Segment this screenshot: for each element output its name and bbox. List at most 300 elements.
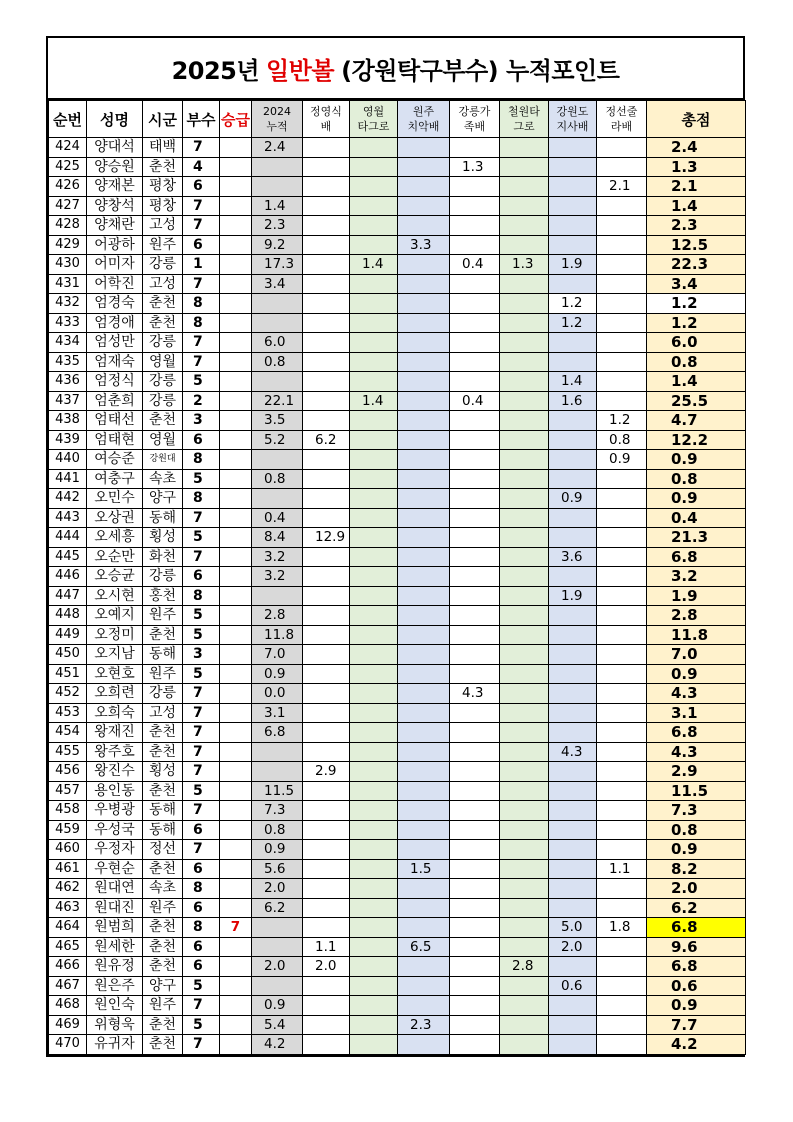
points-sheet: [46, 36, 745, 1057]
cell-no: 450: [49, 645, 87, 665]
cell-cw: 2.8: [500, 957, 549, 977]
table-row: [49, 684, 746, 704]
cell-yw: [350, 138, 398, 158]
cell-js: [597, 996, 647, 1016]
cell-region: 평창: [143, 196, 183, 216]
cell-gf: 0.4: [450, 391, 500, 411]
cell-cw: [500, 138, 549, 158]
cell-gw: [549, 684, 597, 704]
cell-yw: [350, 567, 398, 587]
cell-no: 436: [49, 372, 87, 392]
cell-promo: [220, 235, 252, 255]
cell-promo: [220, 820, 252, 840]
cell-name: 왕재진: [87, 723, 143, 743]
cell-promo: [220, 294, 252, 314]
cell-jy: [303, 216, 350, 236]
cell-c2024: 0.8: [252, 352, 303, 372]
cell-js: [597, 216, 647, 236]
cell-gw: [549, 411, 597, 431]
cell-cw: [500, 664, 549, 684]
cell-gf: [450, 177, 500, 197]
cell-promo: [220, 508, 252, 528]
cell-gw: [549, 801, 597, 821]
col-header-region: 시군: [143, 101, 183, 138]
cell-no: 426: [49, 177, 87, 197]
cell-name: 양대석: [87, 138, 143, 158]
cell-region: 고성: [143, 274, 183, 294]
sheet-title: [48, 38, 743, 100]
cell-no: 433: [49, 313, 87, 333]
table-row: [49, 333, 746, 353]
cell-gw: [549, 996, 597, 1016]
cell-name: 우성국: [87, 820, 143, 840]
cell-wj: [398, 742, 450, 762]
cell-js: [597, 840, 647, 860]
cell-gf: [450, 586, 500, 606]
cell-promo: [220, 157, 252, 177]
cell-js: [597, 489, 647, 509]
cell-total: 8.2: [647, 859, 746, 879]
cell-total: 0.8: [647, 352, 746, 372]
cell-cw: [500, 1035, 549, 1055]
cell-promo: [220, 430, 252, 450]
cell-name: 엄재숙: [87, 352, 143, 372]
cell-name: 엄태현: [87, 430, 143, 450]
table-row: [49, 274, 746, 294]
table-row: [49, 762, 746, 782]
cell-cw: [500, 489, 549, 509]
table-row: [49, 508, 746, 528]
cell-jy: [303, 723, 350, 743]
cell-yw: [350, 703, 398, 723]
cell-gf: [450, 879, 500, 899]
cell-wj: 3.3: [398, 235, 450, 255]
cell-gw: 1.9: [549, 586, 597, 606]
cell-jy: [303, 489, 350, 509]
cell-cw: [500, 859, 549, 879]
cell-gw: 5.0: [549, 918, 597, 938]
cell-cw: [500, 840, 549, 860]
table-row: [49, 235, 746, 255]
cell-promo: [220, 547, 252, 567]
cell-region: 강릉: [143, 255, 183, 275]
cell-c2024: 22.1: [252, 391, 303, 411]
cell-c2024: 11.8: [252, 625, 303, 645]
cell-no: 462: [49, 879, 87, 899]
cell-gf: [450, 859, 500, 879]
cell-c2024: [252, 918, 303, 938]
col-header-no: 순번: [49, 101, 87, 138]
cell-region: 강릉: [143, 372, 183, 392]
cell-jy: [303, 411, 350, 431]
cell-yw: [350, 294, 398, 314]
cell-c2024: 0.4: [252, 508, 303, 528]
cell-yw: [350, 528, 398, 548]
cell-js: [597, 528, 647, 548]
cell-gw: [549, 333, 597, 353]
cell-c2024: [252, 762, 303, 782]
cell-c2024: [252, 976, 303, 996]
cell-c2024: 6.8: [252, 723, 303, 743]
cell-js: [597, 1015, 647, 1035]
cell-total: 0.9: [647, 450, 746, 470]
cell-promo: [220, 684, 252, 704]
cell-js: [597, 255, 647, 275]
cell-c2024: 0.0: [252, 684, 303, 704]
cell-gf: [450, 508, 500, 528]
cell-jy: 6.2: [303, 430, 350, 450]
cell-cw: [500, 391, 549, 411]
cell-region: 춘천: [143, 957, 183, 977]
cell-region: 평창: [143, 177, 183, 197]
cell-bu: 8: [183, 450, 220, 470]
cell-wj: [398, 157, 450, 177]
cell-jy: [303, 333, 350, 353]
cell-yw: [350, 976, 398, 996]
cell-gf: [450, 567, 500, 587]
cell-yw: [350, 196, 398, 216]
cell-gw: [549, 430, 597, 450]
cell-total: 6.0: [647, 333, 746, 353]
table-row: [49, 898, 746, 918]
cell-gf: [450, 372, 500, 392]
table-row: [49, 391, 746, 411]
cell-gf: [450, 957, 500, 977]
cell-region: 횡성: [143, 762, 183, 782]
cell-gw: 1.6: [549, 391, 597, 411]
cell-cw: [500, 586, 549, 606]
cell-yw: [350, 937, 398, 957]
cell-gf: [450, 625, 500, 645]
cell-cw: [500, 216, 549, 236]
cell-gw: [549, 138, 597, 158]
cell-jy: [303, 567, 350, 587]
cell-jy: [303, 138, 350, 158]
cell-c2024: 5.2: [252, 430, 303, 450]
cell-yw: [350, 216, 398, 236]
cell-bu: 5: [183, 625, 220, 645]
cell-gw: [549, 1035, 597, 1055]
cell-jy: [303, 742, 350, 762]
cell-promo: [220, 216, 252, 236]
cell-c2024: 2.4: [252, 138, 303, 158]
cell-gw: [549, 450, 597, 470]
cell-gw: [549, 898, 597, 918]
cell-region: 원주: [143, 235, 183, 255]
cell-gf: [450, 664, 500, 684]
cell-total: 4.2: [647, 1035, 746, 1055]
cell-name: 양채란: [87, 216, 143, 236]
table-row: [49, 313, 746, 333]
title-prefix: 2025년: [171, 56, 260, 85]
cell-yw: [350, 157, 398, 177]
table-row: [49, 450, 746, 470]
cell-name: 엄춘희: [87, 391, 143, 411]
col-header-jy: 정영식 배: [303, 101, 350, 138]
table-row: [49, 840, 746, 860]
cell-js: [597, 333, 647, 353]
cell-no: 432: [49, 294, 87, 314]
cell-bu: 2: [183, 391, 220, 411]
cell-name: 우현순: [87, 859, 143, 879]
cell-jy: [303, 586, 350, 606]
cell-jy: [303, 196, 350, 216]
cell-gf: [450, 235, 500, 255]
cell-promo: [220, 1015, 252, 1035]
cell-total: 6.8: [647, 918, 746, 938]
cell-js: [597, 606, 647, 626]
cell-jy: [303, 1015, 350, 1035]
cell-c2024: 17.3: [252, 255, 303, 275]
cell-wj: [398, 138, 450, 158]
cell-wj: [398, 528, 450, 548]
cell-region: 춘천: [143, 625, 183, 645]
cell-js: [597, 1035, 647, 1055]
cell-bu: 6: [183, 235, 220, 255]
cell-total: 3.2: [647, 567, 746, 587]
cell-promo: [220, 450, 252, 470]
cell-bu: 8: [183, 586, 220, 606]
cell-name: 오현호: [87, 664, 143, 684]
col-header-wj: 원주 치악배: [398, 101, 450, 138]
cell-c2024: 7.0: [252, 645, 303, 665]
cell-wj: [398, 606, 450, 626]
cell-bu: 7: [183, 723, 220, 743]
cell-jy: [303, 235, 350, 255]
cell-promo: [220, 469, 252, 489]
cell-promo: [220, 664, 252, 684]
cell-total: 0.9: [647, 996, 746, 1016]
cell-wj: [398, 703, 450, 723]
cell-bu: 7: [183, 703, 220, 723]
table-row: [49, 879, 746, 899]
cell-cw: [500, 333, 549, 353]
cell-yw: [350, 801, 398, 821]
cell-bu: 5: [183, 528, 220, 548]
cell-yw: [350, 489, 398, 509]
cell-total: 0.6: [647, 976, 746, 996]
cell-jy: [303, 606, 350, 626]
cell-no: 466: [49, 957, 87, 977]
cell-yw: [350, 918, 398, 938]
cell-name: 양창석: [87, 196, 143, 216]
cell-gw: 0.9: [549, 489, 597, 509]
cell-name: 양재본: [87, 177, 143, 197]
cell-js: [597, 235, 647, 255]
cell-gw: [549, 781, 597, 801]
cell-wj: [398, 1035, 450, 1055]
cell-no: 429: [49, 235, 87, 255]
col-header-2024: 2024 누적: [252, 101, 303, 138]
cell-promo: [220, 645, 252, 665]
cell-gf: [450, 976, 500, 996]
cell-no: 467: [49, 976, 87, 996]
cell-yw: [350, 177, 398, 197]
cell-total: 6.8: [647, 547, 746, 567]
cell-bu: 1: [183, 255, 220, 275]
cell-c2024: 3.5: [252, 411, 303, 431]
cell-gw: [549, 567, 597, 587]
cell-bu: 7: [183, 196, 220, 216]
cell-name: 오지남: [87, 645, 143, 665]
cell-region: 춘천: [143, 723, 183, 743]
cell-gw: [549, 235, 597, 255]
title-highlight: 일반볼: [266, 56, 335, 85]
cell-region: 원주: [143, 664, 183, 684]
table-row: [49, 918, 746, 938]
cell-js: [597, 879, 647, 899]
cell-gw: 1.9: [549, 255, 597, 275]
cell-promo: [220, 372, 252, 392]
table-row: [49, 1035, 746, 1055]
cell-name: 어광하: [87, 235, 143, 255]
cell-promo: [220, 859, 252, 879]
cell-wj: 2.3: [398, 1015, 450, 1035]
cell-wj: [398, 684, 450, 704]
cell-cw: [500, 625, 549, 645]
cell-js: [597, 664, 647, 684]
cell-c2024: 0.9: [252, 840, 303, 860]
cell-total: 22.3: [647, 255, 746, 275]
cell-gw: [549, 703, 597, 723]
cell-name: 원은주: [87, 976, 143, 996]
cell-c2024: 2.0: [252, 879, 303, 899]
table-row: [49, 801, 746, 821]
cell-total: 7.7: [647, 1015, 746, 1035]
cell-no: 463: [49, 898, 87, 918]
cell-jy: [303, 255, 350, 275]
cell-js: 0.8: [597, 430, 647, 450]
cell-jy: [303, 879, 350, 899]
cell-yw: [350, 957, 398, 977]
cell-name: 원대진: [87, 898, 143, 918]
cell-cw: [500, 508, 549, 528]
cell-gw: [549, 352, 597, 372]
cell-cw: [500, 196, 549, 216]
cell-cw: [500, 723, 549, 743]
cell-js: [597, 937, 647, 957]
col-header-gf: 강릉가 족배: [450, 101, 500, 138]
cell-jy: [303, 391, 350, 411]
cell-name: 오희숙: [87, 703, 143, 723]
cell-js: 1.2: [597, 411, 647, 431]
table-row: [49, 859, 746, 879]
cell-promo: [220, 957, 252, 977]
cell-no: 430: [49, 255, 87, 275]
cell-wj: 1.5: [398, 859, 450, 879]
cell-gf: [450, 216, 500, 236]
cell-c2024: 0.8: [252, 820, 303, 840]
cell-bu: 7: [183, 547, 220, 567]
cell-cw: [500, 879, 549, 899]
cell-no: 425: [49, 157, 87, 177]
cell-gw: [549, 157, 597, 177]
cell-gf: [450, 430, 500, 450]
cell-gf: [450, 489, 500, 509]
cell-cw: [500, 976, 549, 996]
cell-no: 424: [49, 138, 87, 158]
cell-cw: [500, 411, 549, 431]
cell-yw: 1.4: [350, 391, 398, 411]
cell-jy: [303, 372, 350, 392]
cell-yw: [350, 606, 398, 626]
cell-gw: [549, 625, 597, 645]
cell-gf: [450, 996, 500, 1016]
cell-gw: [549, 216, 597, 236]
cell-js: [597, 157, 647, 177]
cell-promo: [220, 879, 252, 899]
cell-no: 427: [49, 196, 87, 216]
table-row: [49, 1015, 746, 1035]
cell-gf: [450, 742, 500, 762]
title-suffix: (강원탁구부수) 누적포인트: [341, 56, 620, 85]
cell-yw: [350, 742, 398, 762]
cell-no: 443: [49, 508, 87, 528]
cell-total: 3.1: [647, 703, 746, 723]
cell-region: 춘천: [143, 937, 183, 957]
cell-region: 강릉: [143, 391, 183, 411]
cell-gw: [549, 196, 597, 216]
cell-gf: [450, 840, 500, 860]
col-header-gw: 강원도 지사배: [549, 101, 597, 138]
cell-region: 강릉: [143, 684, 183, 704]
cell-promo: [220, 762, 252, 782]
cell-wj: [398, 664, 450, 684]
cell-js: [597, 547, 647, 567]
cell-yw: [350, 723, 398, 743]
cell-no: 455: [49, 742, 87, 762]
cell-total: 6.8: [647, 723, 746, 743]
cell-jy: 2.9: [303, 762, 350, 782]
cell-jy: [303, 918, 350, 938]
cell-region: 태백: [143, 138, 183, 158]
cell-gw: [549, 664, 597, 684]
cell-gf: [450, 801, 500, 821]
cell-bu: 7: [183, 138, 220, 158]
cell-name: 오세흥: [87, 528, 143, 548]
cell-promo: [220, 177, 252, 197]
table-row: [49, 606, 746, 626]
cell-name: 어학진: [87, 274, 143, 294]
cell-cw: [500, 606, 549, 626]
cell-gw: 1.2: [549, 294, 597, 314]
table-row: [49, 664, 746, 684]
cell-cw: [500, 918, 549, 938]
cell-total: 7.3: [647, 801, 746, 821]
col-header-total: 총점: [647, 101, 746, 138]
cell-name: 엄정식: [87, 372, 143, 392]
cell-region: 양구: [143, 489, 183, 509]
cell-c2024: 0.9: [252, 996, 303, 1016]
cell-yw: [350, 469, 398, 489]
cell-yw: [350, 333, 398, 353]
cell-total: 6.2: [647, 898, 746, 918]
cell-c2024: 5.6: [252, 859, 303, 879]
cell-jy: [303, 976, 350, 996]
cell-bu: 7: [183, 840, 220, 860]
cell-yw: [350, 840, 398, 860]
cell-c2024: 8.4: [252, 528, 303, 548]
cell-bu: 3: [183, 411, 220, 431]
cell-yw: [350, 898, 398, 918]
cell-cw: [500, 645, 549, 665]
cell-yw: [350, 664, 398, 684]
cell-c2024: [252, 450, 303, 470]
cell-gf: [450, 411, 500, 431]
table-row: [49, 547, 746, 567]
table-row: [49, 567, 746, 587]
cell-c2024: [252, 742, 303, 762]
